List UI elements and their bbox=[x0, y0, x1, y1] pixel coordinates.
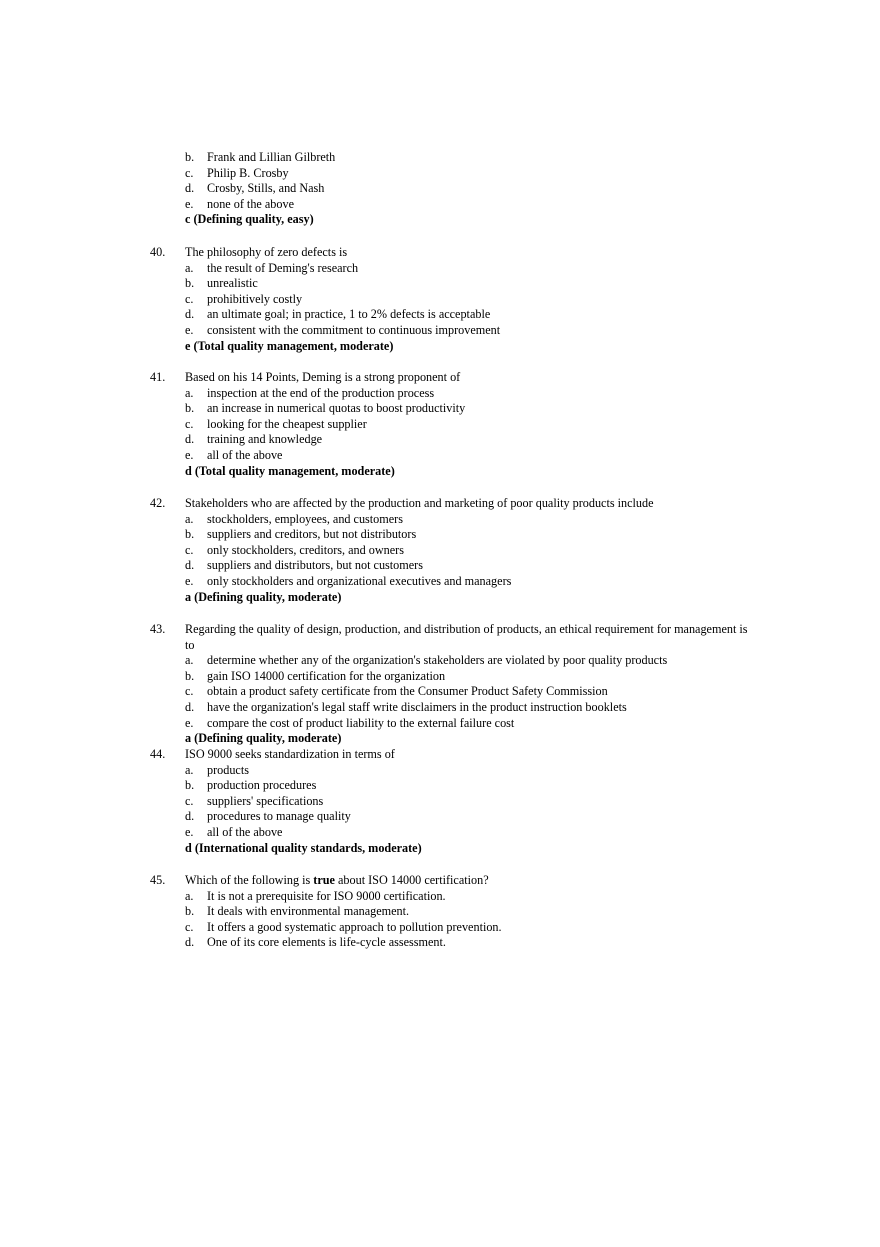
option-letter: b. bbox=[185, 904, 195, 919]
option-text: consistent with the commitment to continuous improvement bbox=[207, 322, 501, 337]
question-stem bbox=[150, 747, 750, 763]
option-text: It is not a prerequisite for ISO 9000 certification. bbox=[207, 888, 446, 903]
option bbox=[150, 150, 750, 166]
option-letter: a. bbox=[185, 260, 194, 275]
option-text: obtain a product safety certificate from the Consumer Product Safety Commission bbox=[207, 684, 608, 699]
option-letter: e. bbox=[185, 447, 194, 462]
option-letter: d. bbox=[185, 809, 195, 824]
option-letter: e. bbox=[185, 824, 194, 839]
option bbox=[150, 386, 750, 402]
question-text-start: Which of the following is bbox=[185, 873, 314, 887]
option-text: suppliers' specifications bbox=[207, 793, 324, 808]
answer-key: c (Defining quality, easy) bbox=[185, 212, 314, 227]
option-letter: d. bbox=[185, 935, 195, 950]
question-text: ISO 9000 seeks standardization in terms of bbox=[185, 747, 395, 761]
option-letter: b. bbox=[185, 276, 195, 291]
option-letter: d. bbox=[185, 699, 195, 714]
option bbox=[150, 181, 750, 197]
option-text: Frank and Lillian Gilbreth bbox=[207, 150, 336, 164]
question-number: 40. bbox=[150, 245, 166, 259]
option-letter: d. bbox=[185, 307, 195, 322]
answer-key: e (Total quality management, moderate) bbox=[185, 338, 394, 353]
option-letter: a. bbox=[185, 762, 194, 777]
question-text-end: about ISO 14000 certification? bbox=[334, 873, 489, 887]
question-stem bbox=[150, 245, 750, 261]
option-letter: c. bbox=[185, 919, 194, 934]
option bbox=[150, 716, 750, 732]
option bbox=[150, 323, 750, 339]
option bbox=[150, 401, 750, 417]
option-text: Crosby, Stills, and Nash bbox=[207, 181, 325, 196]
option-letter: a. bbox=[185, 385, 194, 400]
option-text: an increase in numerical quotas to boost productivity bbox=[207, 401, 466, 416]
option-text: the result of Deming's research bbox=[207, 260, 359, 275]
question-text: Regarding the quality of design, production, and distribution of products, an ethical requirement for management is to bbox=[185, 622, 748, 652]
option-text: only stockholders, creditors, and owners bbox=[207, 542, 404, 557]
option bbox=[150, 920, 750, 936]
question-number: 43. bbox=[150, 622, 166, 636]
option-text: training and knowledge bbox=[207, 432, 323, 447]
question-stem bbox=[150, 873, 750, 889]
option bbox=[150, 809, 750, 825]
option-text: It deals with environmental management. bbox=[207, 904, 410, 919]
option-letter: b. bbox=[185, 150, 195, 164]
option-letter: a. bbox=[185, 888, 194, 903]
answer-key: d (International quality standards, moderate) bbox=[185, 840, 422, 855]
question-41 bbox=[150, 370, 750, 479]
question-42 bbox=[150, 496, 750, 605]
question-text-emphasis: true bbox=[313, 873, 335, 887]
option-text: suppliers and creditors, but not distributors bbox=[207, 527, 417, 542]
option bbox=[150, 778, 750, 794]
question-stem bbox=[150, 622, 750, 653]
option-letter: c. bbox=[185, 793, 194, 808]
option bbox=[150, 166, 750, 182]
option bbox=[150, 448, 750, 464]
option bbox=[150, 417, 750, 433]
option-text: One of its core elements is life-cycle assessment. bbox=[207, 935, 446, 950]
option bbox=[150, 904, 750, 920]
option-text: suppliers and distributors, but not customers bbox=[207, 558, 423, 573]
option bbox=[150, 794, 750, 810]
option-text: all of the above bbox=[207, 824, 283, 839]
option-letter: c. bbox=[185, 291, 194, 306]
option-letter: a. bbox=[185, 511, 194, 526]
option bbox=[150, 653, 750, 669]
question-stem bbox=[150, 496, 750, 512]
question-text: Based on his 14 Points, Deming is a strong proponent of bbox=[185, 370, 461, 384]
option-letter: e. bbox=[185, 573, 194, 588]
option-text: prohibitively costly bbox=[207, 291, 303, 306]
option bbox=[150, 700, 750, 716]
answer-key: a (Defining quality, moderate) bbox=[185, 731, 342, 746]
answer-key: d (Total quality management, moderate) bbox=[185, 463, 395, 478]
question-number: 41. bbox=[150, 370, 166, 384]
option-letter: d. bbox=[185, 558, 195, 573]
option bbox=[150, 543, 750, 559]
option-text: It offers a good systematic approach to pollution prevention. bbox=[207, 919, 502, 934]
option bbox=[150, 825, 750, 841]
question-39-continuation bbox=[150, 150, 750, 228]
option-text: products bbox=[207, 762, 249, 777]
option-text: have the organization's legal staff write disclaimers in the product instruction booklets bbox=[207, 699, 627, 714]
option-text: unrealistic bbox=[207, 276, 258, 291]
option-text: compare the cost of product liability to the external failure cost bbox=[207, 715, 515, 730]
option-letter: b. bbox=[185, 668, 195, 683]
question-text: The philosophy of zero defects is bbox=[185, 245, 348, 259]
option-letter: e. bbox=[185, 322, 194, 337]
option bbox=[150, 292, 750, 308]
option bbox=[150, 261, 750, 277]
option bbox=[150, 889, 750, 905]
option-text: gain ISO 14000 certification for the organization bbox=[207, 668, 446, 683]
option bbox=[150, 276, 750, 292]
option bbox=[150, 935, 750, 951]
option-text: none of the above bbox=[207, 196, 294, 211]
option-text: Philip B. Crosby bbox=[207, 165, 289, 180]
option-letter: e. bbox=[185, 715, 194, 730]
option-text: stockholders, employees, and customers bbox=[207, 511, 403, 526]
option-text: all of the above bbox=[207, 447, 283, 462]
option-letter: b. bbox=[185, 527, 195, 542]
option bbox=[150, 558, 750, 574]
option-letter: e. bbox=[185, 196, 194, 211]
option-letter: b. bbox=[185, 778, 195, 793]
option bbox=[150, 432, 750, 448]
option-text: procedures to manage quality bbox=[207, 809, 351, 824]
question-stem bbox=[150, 370, 750, 386]
question-number: 45. bbox=[150, 873, 166, 887]
option-letter: d. bbox=[185, 432, 195, 447]
option-letter: d. bbox=[185, 181, 195, 196]
question-number: 42. bbox=[150, 496, 166, 510]
option-letter: c. bbox=[185, 165, 194, 180]
question-text bbox=[185, 873, 750, 889]
question-40 bbox=[150, 245, 750, 354]
option-letter: c. bbox=[185, 684, 194, 699]
option-text: an ultimate goal; in practice, 1 to 2% defects is acceptable bbox=[207, 307, 491, 322]
option-text: looking for the cheapest supplier bbox=[207, 416, 367, 431]
option bbox=[150, 684, 750, 700]
question-45 bbox=[150, 873, 750, 951]
option bbox=[150, 763, 750, 779]
option bbox=[150, 197, 750, 213]
option-letter: a. bbox=[185, 653, 194, 668]
option bbox=[150, 512, 750, 528]
option-text: determine whether any of the organization's stakeholders are violated by poor quality products bbox=[207, 653, 668, 668]
question-44 bbox=[150, 747, 750, 856]
option-text: only stockholders and organizational executives and managers bbox=[207, 573, 512, 588]
question-number: 44. bbox=[150, 747, 166, 761]
option-text: inspection at the end of the production process bbox=[207, 385, 435, 400]
answer-key: a (Defining quality, moderate) bbox=[185, 589, 342, 604]
option bbox=[150, 574, 750, 590]
option-letter: b. bbox=[185, 401, 195, 416]
option bbox=[150, 527, 750, 543]
option-letter: c. bbox=[185, 416, 194, 431]
question-43 bbox=[150, 622, 750, 747]
option-text: production procedures bbox=[207, 778, 317, 793]
question-text: Stakeholders who are affected by the production and marketing of poor quality products include bbox=[185, 496, 654, 510]
option bbox=[150, 307, 750, 323]
option bbox=[150, 669, 750, 685]
option-letter: c. bbox=[185, 542, 194, 557]
